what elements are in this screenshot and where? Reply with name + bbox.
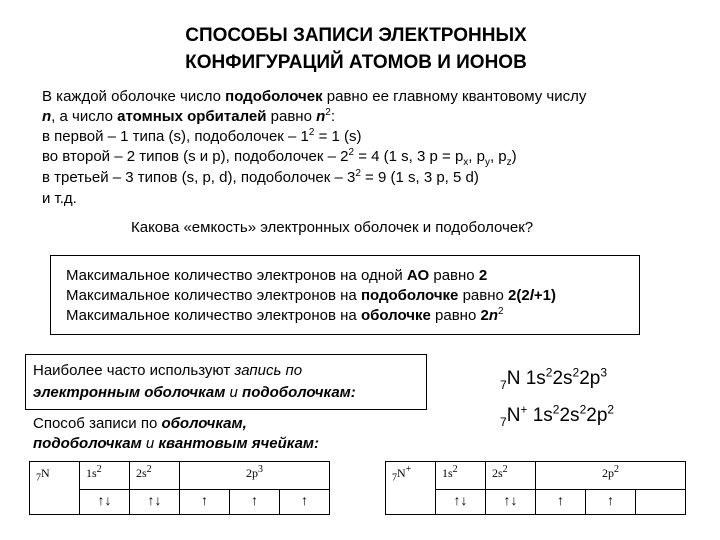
max-shell-row: Максимальное количество электронов на оболочке равно $2n^2$ — [66, 306, 504, 324]
cell-2p-3 — [636, 490, 686, 515]
subshell-2p-label: $2p^3$ — [180, 462, 330, 490]
intro-line-4: во второй – 2 типов (s и p), подоболочек – $2^2 = 4$ (1 s, 3 $p = p_x$, $p_y$, $p_z$) — [42, 147, 517, 168]
cell-2s: ↑↓ — [130, 490, 180, 515]
capacity-question: Какова «емкость» электронных оболочек и подоболочек? — [131, 219, 534, 236]
cell-2p-2: ↑ — [586, 490, 636, 515]
page-title — [0, 22, 720, 76]
max-ao-row: Максимальное количество электронов на одной АО равно 2 — [66, 267, 488, 284]
element-label: $_7$N — [30, 462, 80, 490]
intro-line-6: и т.д. — [42, 190, 77, 207]
subshell-2s-label: $2s^2$ — [486, 462, 536, 490]
subshell-1s-label: $1s^2$ — [436, 462, 486, 490]
element-label-spacer — [386, 490, 436, 515]
method-cells-line-2: подоболочкам и квантовым ячейкам: — [33, 435, 320, 452]
element-label: $_7$N+ — [386, 462, 436, 490]
subshell-1s-label: $1s^2$ — [80, 462, 130, 490]
title-line-1: СПОСОБЫ ЗАПИСИ ЭЛЕКТРОННЫХ — [185, 25, 527, 46]
cell-2p-1: ↑ — [536, 490, 586, 515]
method-shells-line-2: электронным оболочкам и подоболочкам: — [33, 384, 356, 401]
method-shells-box — [25, 354, 427, 410]
max-subshell-row: Максимальное количество электронов на подоболочке равно 2(2l+1) — [66, 287, 556, 304]
intro-line-5: в третьей – 3 типов (s, p, d), подоболочек – $3^2 = 9$ (1 s, 3 p, 5 d) — [42, 168, 479, 186]
formula-nitrogen-ion: $_7$N+ $1s^22s^22p^2$ — [500, 402, 615, 429]
intro-line-3: в первой – 1 типа (s), подоболочек – $1^2 = 1$ (s) — [42, 127, 362, 145]
title-line-2: КОНФИГУРАЦИЙ АТОМОВ И ИОНОВ — [185, 52, 527, 73]
element-label-spacer — [30, 490, 80, 515]
method-shells-line-1: Наиболее часто используют запись по — [33, 362, 303, 379]
cell-2p-1: ↑ — [180, 490, 230, 515]
max-electrons-box — [50, 255, 640, 335]
subshell-2s-label: $2s^2$ — [130, 462, 180, 490]
intro-line-2: n, а число атомных орбиталей равно $n^2$: — [42, 107, 336, 125]
subshell-2p-label: $2p^2$ — [536, 462, 686, 490]
cell-2p-3: ↑ — [280, 490, 330, 515]
intro-line-1: В каждой оболочке число подоболочек равно ее главному квантовому числу — [42, 88, 587, 105]
cell-1s: ↑↓ — [436, 490, 486, 515]
formula-nitrogen: $_7$N $1s^22s^22p^3$ — [500, 365, 608, 392]
cell-2p-2: ↑ — [230, 490, 280, 515]
cell-2s: ↑↓ — [486, 490, 536, 515]
quantum-cells-nitrogen — [29, 461, 330, 515]
method-cells-line-1: Способ записи по оболочкам, — [33, 415, 247, 432]
cell-1s: ↑↓ — [80, 490, 130, 515]
quantum-cells-nitrogen-ion — [385, 461, 686, 515]
